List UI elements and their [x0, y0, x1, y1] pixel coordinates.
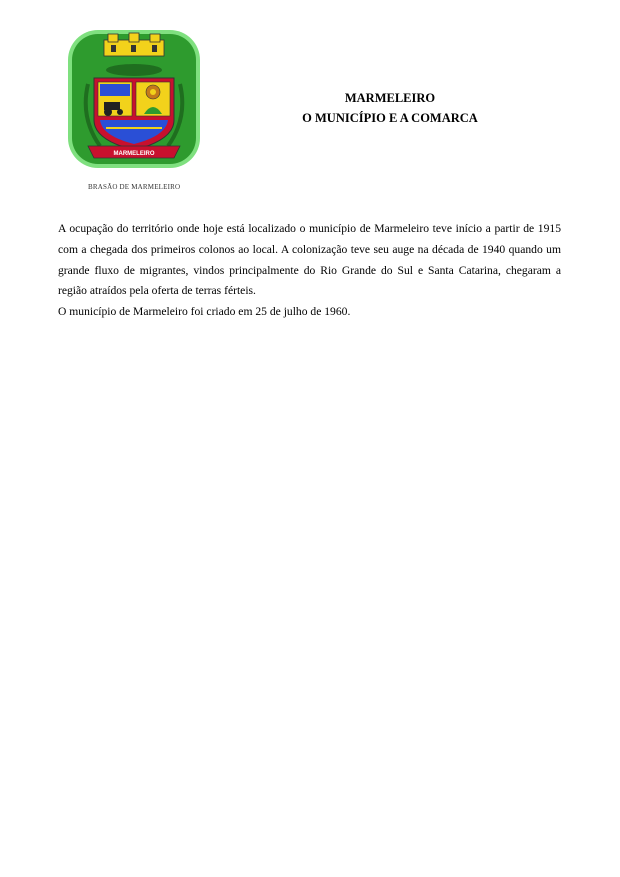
page-title — [290, 88, 490, 128]
banner-text: MARMELEIRO — [113, 151, 155, 157]
coat-of-arms — [66, 28, 202, 170]
title-line-1: MARMELEIRO — [344, 91, 436, 105]
coat-of-arms-icon — [66, 28, 202, 170]
coat-caption: BRASÃO DE MARMELEIRO — [88, 183, 181, 191]
paragraph-1: A ocupação do território onde hoje está localizado o município de Marmeleiro teve início a partir de 1915 com a chegada dos primeiros colonos ao local. A colonização teve seu auge na década de 1940 quando um grande fluxo de migrantes, vindos principalmente do Rio Grande do Sul e Santa Catarina, chegaram a região atraídos pela oferta de terras férteis. — [58, 222, 561, 298]
body-text — [58, 219, 561, 323]
shield-icon — [94, 78, 174, 150]
crown-icon — [104, 33, 164, 56]
title-line-2: O MUNICÍPIO E A COMARCA — [302, 111, 478, 125]
paragraph-2: O município de Marmeleiro foi criado em 25 de julho de 1960. — [58, 305, 351, 319]
